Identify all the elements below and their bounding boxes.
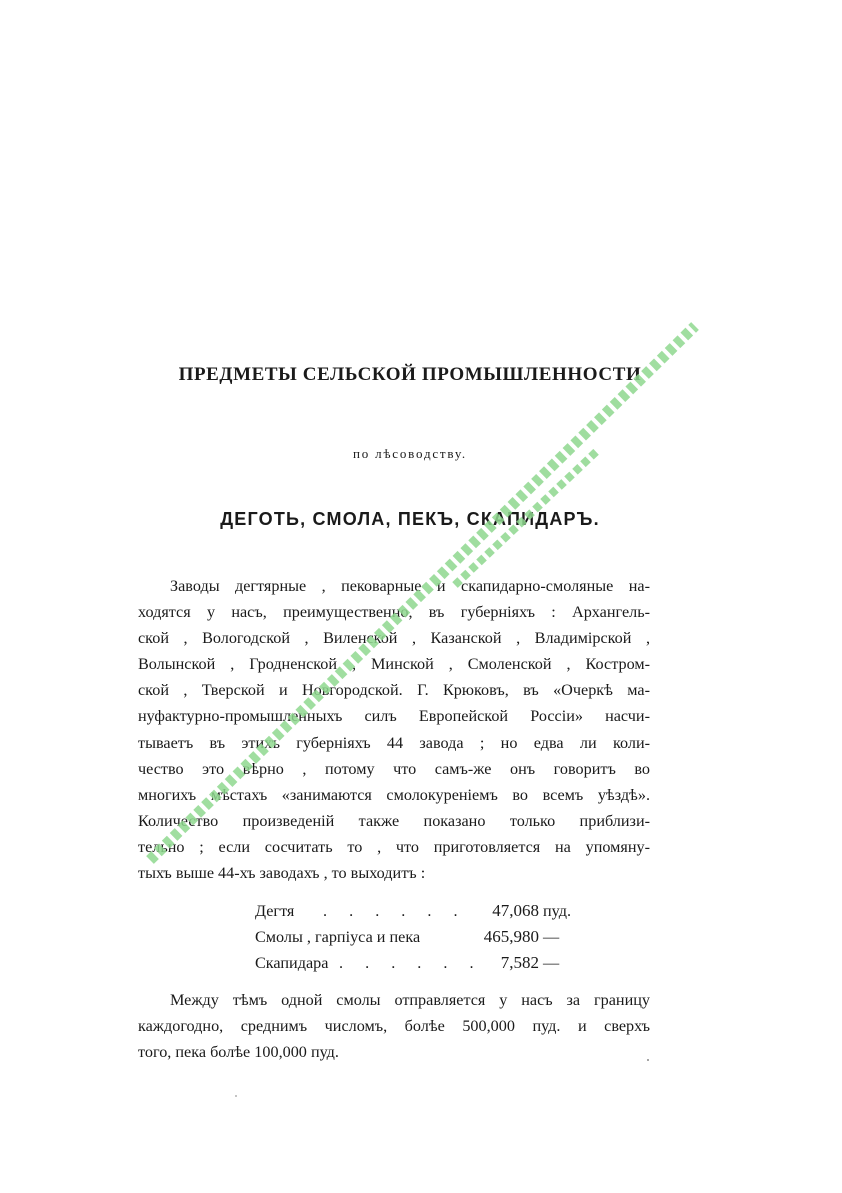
row-unit: —	[543, 954, 560, 972]
text-line: тыхъ выше 44-хъ заводахъ , то выходитъ :	[138, 864, 426, 883]
text-line: чество это вѣрно , потому что самъ-же онъ говоритъ во	[138, 759, 650, 778]
text-line: Волынской , Гродненской , Минской , Смоленской , Костром-	[138, 655, 650, 674]
text-line: того, пека болѣе 100,000 пуд.	[138, 1043, 339, 1062]
text-line: ской , Тверской и Новгородской. Г. Крюковъ, въ «Очеркѣ ма-	[138, 681, 650, 700]
text-line: Между тѣмъ одной смолы отправляется у насъ за границу	[170, 991, 650, 1009]
leader-dots: . . . . . .	[323, 902, 467, 920]
section-heading: ДЕГОТЬ, СМОЛА, ПЕКЪ, СКАПИДАРЪ.	[220, 509, 600, 529]
text-line: тываетъ въ этихъ губерніяхъ 44 завода ; но едва ли коли-	[138, 733, 650, 752]
row-label: Дегтя	[255, 902, 295, 920]
paragraph-intro	[138, 573, 650, 886]
paragraph-export	[138, 987, 650, 1065]
row-amount: 465,980	[483, 927, 539, 946]
row-label: Смолы , гарпіуса и пека	[255, 928, 421, 946]
speck	[235, 1095, 237, 1097]
page-title: ПРЕДМЕТЫ СЕЛЬСКОЙ ПРОМЫШЛЕННОСТИ	[178, 364, 642, 385]
row-amount: 47,068	[492, 901, 539, 920]
text-line: каждогодно, среднимъ числомъ, болѣе 500,000 пуд. и сверхъ	[138, 1017, 650, 1036]
text-line: Количество произведеній также показано только приблизи-	[138, 811, 650, 830]
leader-dots: . . . . . .	[339, 954, 483, 972]
text-line: ходятся у насъ, преимущественно, въ губерніяхъ : Архангель-	[138, 603, 650, 622]
text-line: тельно ; если сосчитать то , что приготовляется на упомяну-	[138, 837, 650, 856]
text-line: ской , Вологодской , Виленской , Казанской , Владимірской ,	[138, 629, 650, 648]
text-line: нуфактурно-промышленныхъ силъ Европейской Россіи» насчи-	[138, 707, 650, 726]
row-unit: —	[543, 928, 560, 946]
row-amount: 7,582	[500, 953, 539, 972]
row-label: Скапидара	[255, 954, 329, 972]
text-line: многихъ мѣстахъ «занимаются смолокуреніемъ во всемъ уѣздѣ».	[138, 785, 650, 804]
text-line: Заводы дегтярные , пековарные и скапидарно-смоляные на-	[170, 577, 650, 595]
row-unit: пуд.	[543, 902, 572, 920]
page-subtitle: по лѣсоводству.	[353, 446, 467, 461]
